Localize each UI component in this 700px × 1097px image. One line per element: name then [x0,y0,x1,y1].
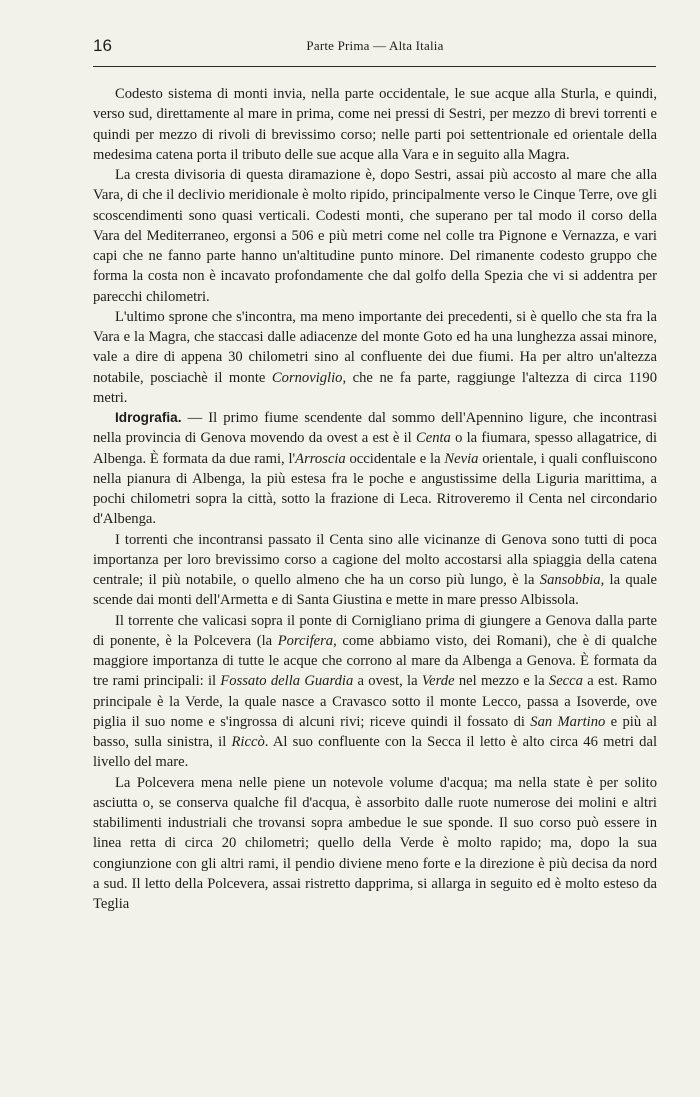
paragraph [93,408,657,530]
paragraph [93,84,657,165]
italic-term: Centa [415,430,451,447]
paragraph [93,307,657,408]
page-number: 16 [93,36,112,55]
text-run: , la quale scende dai monti dell'Armetta e di Santa Giustina e mette in mare presso Albissola. [93,572,657,609]
text-run: a est. Ramo principale è la Verde, la quale nasce a Cravasco sotto il monte Lecco, passa a Isoverde, ove piglia il suo nome e s'ingrossa di alcuni rivi; riceve quindi il fossato di [93,673,657,730]
paragraph [93,530,657,611]
running-head: Parte Prima — Alta Italia [306,38,444,53]
text-run: o la fiumara, spesso allagatrice, di Albenga. È formata da due rami, l' [93,430,657,467]
text-run: nel mezzo e la [454,673,549,690]
text-run: orientale, i quali confluiscono nella pianura di Albenga, la più estesa fra le poche e angustissime della Liguria marittima, a pochi chilometri sopra la città, sotto la frazione di Leca. Ritroveremo il Centa nel circondario d'Albenga. [93,450,657,528]
page-header [93,36,657,58]
italic-term: Cornoviglio [271,369,343,386]
section-heading: Idrografia. [115,410,182,425]
text-run: L'ultimo sprone che s'incontra, ma meno importante dei precedenti, si è quello che sta fra la Vara e la Magra, che staccasi dalle adiacenze del monte Goto ed ha una lunghezza assai minore, vale a dire di appena 30 chilometri sino al confluente dei due fiumi. Ha per altro un'altezza notabile, posciachè il monte [93,308,657,386]
text-run: La cresta divisoria di questa diramazione è, dopo Sestri, assai più accosto al mare che alla Vara, di che il declivio meridionale è molto ripido, principalmente verso le Cinque Terre, ove gli scoscendimenti sono quasi verticali. Codesti monti, che superano per tal modo il corso della Vara del Mediterraneo, ergonsi a 506 e più metri come nel colle tra Pignone e Vernazza, e vari capi che ne fanno parte hanno un'altitudine punto minore. Del rimanente codesto gruppo che forma la costa non è incavato profondamente che dal golfo della Spezia che vi si addentra per parecchi chilometri. [93,167,657,305]
paragraph [93,611,657,773]
italic-term: Arroscia [295,450,346,467]
paragraph [93,165,657,307]
italic-term: Secca [548,673,583,690]
body-text [93,84,657,914]
text-run: La Polcevera mena nelle piene un notevole volume d'acqua; ma nella state è per solito asciutta o, se conserva qualche fil d'acqua, è assorbito dalle ruote numerose dei molini e altri stabilimenti industriali che trovansi sopra ambedue le sue sponde. Il suo corso può essere in linea retta di circa 20 chilometri; quello della Verde è molto rapido; ma, dopo la sua congiunzione con gli altri rami, il pendio diviene meno forte e la direzione è più decisa da nord a sud. Il letto della Polcevera, assai ristretto dapprima, si allarga in seguito ed è molto esteso da Teglia [93,774,657,912]
italic-term: Porcifera [277,632,334,649]
text-run: Il torrente che valicasi sopra il ponte di Cornigliano prima di giungere a Genova dalla parte di ponente, è la Polcevera (la [93,612,657,649]
text-run: , che ne fa parte, raggiunge l'altezza di circa 1190 metri. [93,369,657,406]
italic-term: Nevia [444,450,479,467]
text-run: a ovest, la [353,673,422,690]
text-run: Codesto sistema di monti invia, nella parte occidentale, le sue acque alla Sturla, e quindi, verso sud, direttamente al mare in prima, come nei pressi di Sestri, per mezzo di brevi torrenti e quindi per mezzo di rivoli di brevissimo corso; nelle parti poi settentrionale ed orientale della medesima catena porta il tributo delle sue acque alla Vara e in seguito alla Magra. [93,86,657,163]
text-run: occidentale e la [345,450,445,467]
paragraph [93,773,657,915]
italic-term: Verde [421,673,455,690]
text-run: I torrenti che incontransi passato il Centa sino alle vicinanze di Genova sono tutti di poca importanza per loro brevissimo corso a cagione del molto accostarsi alla spiaggia della catena centrale; il più notabile, o quello almeno che ha un corso più lungo, è la [93,531,657,588]
text-run: e più al basso, sulla sinistra, il [93,713,658,750]
italic-term: San Martino [530,713,606,730]
text-run: , come abbiamo visto, dei Romani), che è di qualche maggiore importanza di tutte le acque che corrono al mare da Albenga a Genova. È formata da tre rami principali: il [93,632,657,690]
header-rule [93,66,656,67]
text-run: — Il primo fiume scendente dal sommo dell'Apennino ligure, che incontrasi nella provincia di Genova movendo da ovest a est è il [93,410,657,447]
italic-term: Sansobbia [539,572,601,588]
italic-term: Riccò [231,734,265,750]
italic-term: Fossato della Guardia [220,673,354,690]
text-run: . Al suo confluente con la Secca il letto è alto circa 46 metri dal livello del mare. [93,734,657,771]
